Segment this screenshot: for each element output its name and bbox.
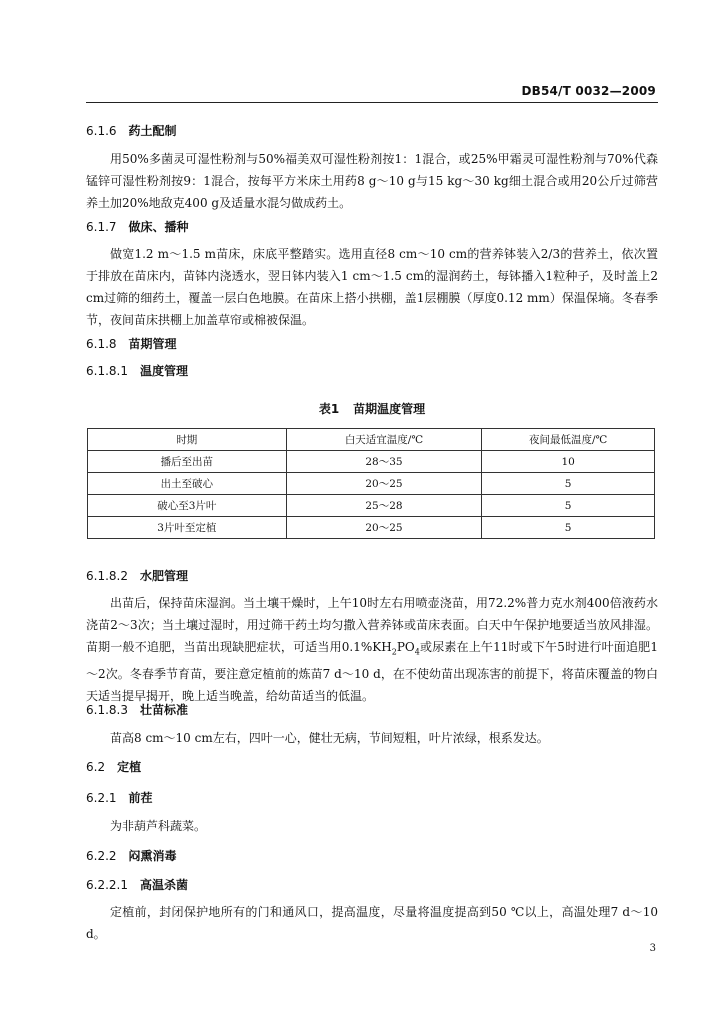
paragraph-text: 或尿素在上午11时或下午5时进行叶面追肥1～2次。冬春季节育苗，要注意定植前的炼苗7 d～10 d，在不使幼苗出现冻害的前提下，将苗床覆盖的物白天适当提早揭开，晚上适当晚盖，给幼苗适当的低温。: [86, 640, 658, 704]
table-cell: 播后至出苗: [88, 451, 287, 473]
heading-6-1-8-1: [86, 362, 188, 379]
paragraph-text: 出苗后，保持苗床湿润。当土壤干燥时，上午10时左右用喷壶浇苗，用72.2%普力克水剂400倍液药水浇苗2～3次；当土壤过湿时，用过筛干药土均匀撒入营养钵或苗床表面。白天中午保护地要适当放风排湿。苗期一般不追肥，当苗出现缺肥症状，可适当用0.1%: [86, 596, 658, 654]
heading-6-1-6: [86, 122, 177, 139]
section-title: 前茬: [128, 791, 153, 805]
page-number: 3: [649, 943, 656, 954]
column-header: 白天适宜温度/℃: [286, 429, 482, 451]
table-caption: [86, 400, 658, 417]
section-number: 6.1.8.3: [86, 703, 128, 717]
section-title: 壮苗标准: [139, 703, 188, 717]
heading-6-1-8-3: [86, 701, 188, 718]
table-label: 表1: [318, 402, 340, 416]
formula-part: KH: [372, 640, 392, 654]
section-number: 6.2.2.1: [86, 878, 128, 892]
section-number: 6.1.6: [86, 124, 117, 138]
table-row: [88, 473, 655, 495]
chemical-formula: [372, 640, 420, 657]
table-cell: 出土至破心: [88, 473, 287, 495]
section-title: 苗期管理: [128, 337, 177, 351]
table-cell: 破心至3片叶: [88, 495, 287, 517]
table-cell: 28～35: [286, 451, 482, 473]
section-title: 做床、播种: [128, 220, 189, 234]
heading-6-1-7: [86, 218, 189, 235]
table-cell: 5: [482, 473, 655, 495]
standard-code: DB54/T 0032—2009: [521, 84, 656, 98]
paragraph-6-1-7: 做宽1.2 m～1.5 m苗床，床底平整踏实。选用直径8 cm～10 cm的营养钵装入2/3的营养土，依次置于排放在苗床内，苗钵内浇透水，翌日钵内装入1 cm～1.5 cm的湿润药土，每钵播入1粒种子，及时盖上2 cm过筛的细药土，覆盖一层白色地膜。在苗床上搭小拱棚，盖1层棚膜（厚度0.12 mm）保温保墒。冬春季节，夜间苗床拱棚上加盖草帘或棉被保温。: [86, 247, 658, 327]
table-cell: 3片叶至定植: [88, 517, 287, 539]
section-number: 6.2: [86, 760, 106, 774]
heading-6-2: [86, 758, 141, 775]
section-title: 温度管理: [139, 364, 188, 378]
table-cell: 10: [482, 451, 655, 473]
heading-6-2-2: [86, 847, 177, 864]
header-rule: [86, 102, 658, 103]
table-header-row: [88, 429, 655, 451]
paragraph-6-2-1: 为非葫芦科蔬菜。: [110, 819, 207, 833]
table-row: [88, 517, 655, 539]
table-cell: 5: [482, 495, 655, 517]
table-cell: 20～25: [286, 517, 482, 539]
section-number: 6.2.2: [86, 849, 117, 863]
section-title: 水肥管理: [139, 569, 188, 583]
paragraph-6-1-8-3: 苗高8 cm～10 cm左右，四叶一心，健壮无病，节间短粗，叶片浓绿，根系发达。: [110, 731, 549, 745]
section-number: 6.1.8: [86, 337, 117, 351]
table-cell: 20～25: [286, 473, 482, 495]
section-title: 闷熏消毒: [128, 849, 177, 863]
column-header: 时期: [88, 429, 287, 451]
section-title: 药土配制: [128, 124, 177, 138]
section-title: 高温杀菌: [139, 878, 188, 892]
heading-6-1-8: [86, 335, 177, 352]
table-title: 苗期温度管理: [353, 402, 426, 416]
formula-part: PO: [396, 640, 415, 654]
heading-6-1-8-2: [86, 567, 188, 584]
paragraph-6-1-8-2: [86, 592, 658, 707]
formula-subscript: 4: [414, 647, 420, 657]
table-row: [88, 495, 655, 517]
section-number: 6.1.8.1: [86, 364, 128, 378]
column-header: 夜间最低温度/℃: [482, 429, 655, 451]
section-title: 定植: [117, 760, 142, 774]
section-number: 6.1.8.2: [86, 569, 128, 583]
seedling-temperature-table: [87, 428, 655, 539]
table-cell: 5: [482, 517, 655, 539]
table-row: [88, 451, 655, 473]
section-number: 6.1.7: [86, 220, 117, 234]
heading-6-2-1: [86, 789, 153, 806]
section-number: 6.2.1: [86, 791, 117, 805]
heading-6-2-2-1: [86, 876, 188, 893]
formula-subscript: 2: [391, 647, 397, 657]
paragraph-6-1-6: 用50%多菌灵可湿性粉剂与50%福美双可湿性粉剂按1：1混合，或25%甲霜灵可湿性粉剂与70%代森锰锌可湿性粉剂按9：1混合，按每平方米床土用药8 g～10 g与15 kg～30 kg细土混合或用20公斤过筛营养土加20%地敌克400 g及适量水混匀做成药土。: [86, 152, 658, 210]
paragraph-6-2-2-1: 定植前，封闭保护地所有的门和通风口，提高温度，尽量将温度提高到50 ℃以上，高温处理7 d～10 d。: [86, 905, 658, 941]
table-cell: 25～28: [286, 495, 482, 517]
